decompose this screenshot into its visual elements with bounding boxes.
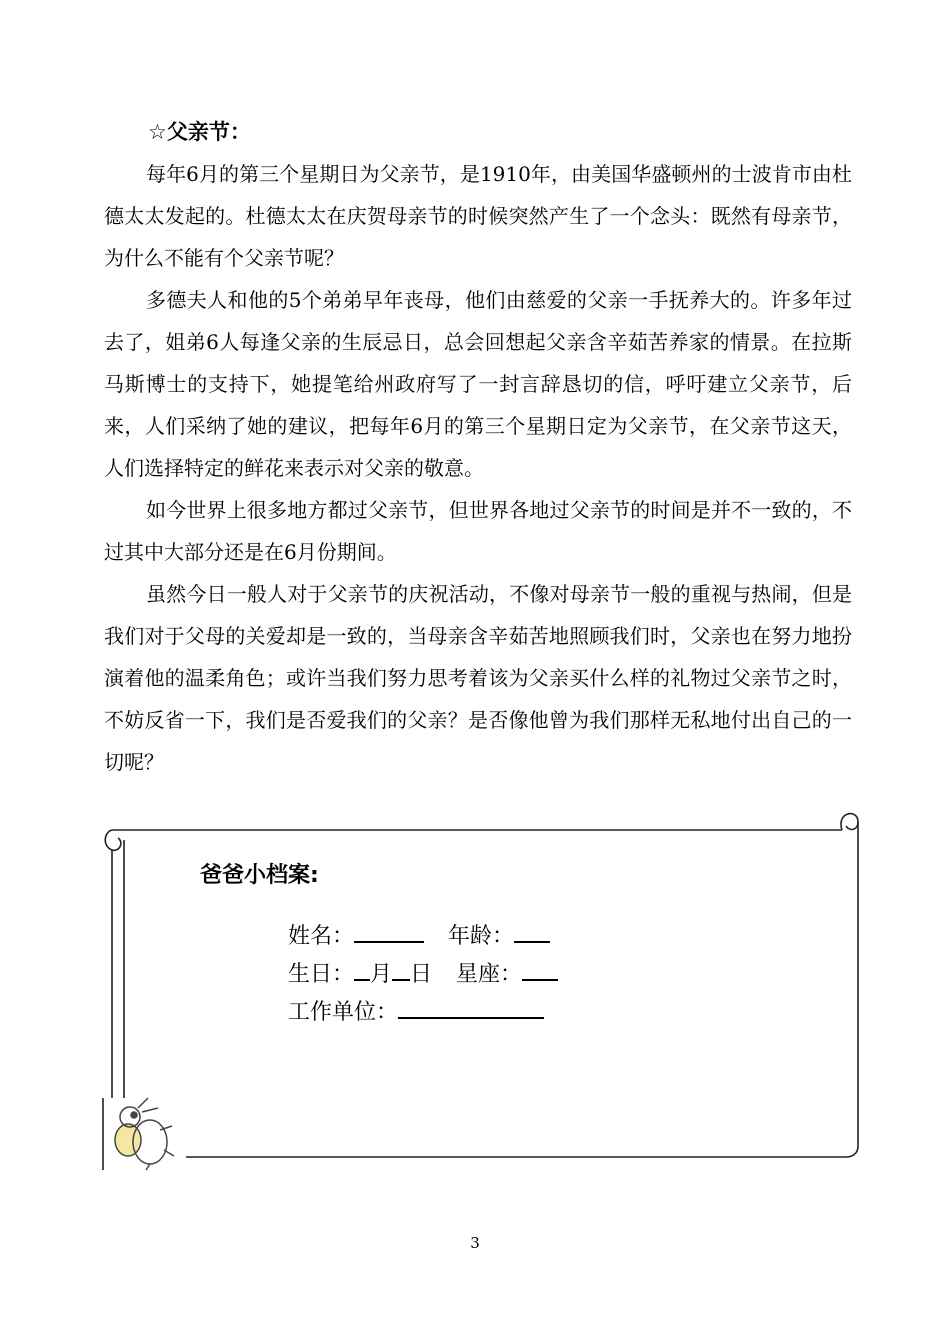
age-field[interactable] [514, 919, 550, 943]
birthday-label: 生日： [288, 962, 355, 987]
work-row [288, 994, 558, 1032]
zodiac-field[interactable] [522, 957, 558, 981]
profile-fields [288, 918, 558, 1032]
zodiac-label: 星座： [456, 962, 523, 987]
profile-title: 爸爸小档案: [200, 863, 319, 888]
paragraph: 每年6月的第三个星期日为父亲节，是1910年，由美国华盛顿州的士波肯市由杜德太太发起的。杜德太太在庆贺母亲节的时候突然产生了一个念头：既然有母亲节，为什么不能有个父亲节呢？ [104, 162, 852, 270]
day-label: 日 [410, 962, 433, 987]
birth-month-field[interactable] [354, 957, 370, 981]
work-label: 工作单位： [288, 1000, 399, 1025]
name-label: 姓名： [288, 924, 355, 949]
name-age-row [288, 918, 558, 956]
page-number: 3 [470, 1234, 480, 1252]
name-field[interactable] [354, 919, 424, 943]
month-label: 月 [370, 962, 393, 987]
age-label: 年龄： [448, 924, 515, 949]
paragraph: 虽然今日一般人对于父亲节的庆祝活动，不像对母亲节一般的重视与热闹，但是我们对于父母的关爱却是一致的，当母亲含辛茹苦地照顾我们时，父亲也在努力地扮演着他的温柔角色；或许当我们努力思考着该为父亲买什么样的礼物过父亲节之时，不妨反省一下，我们是否爱我们的父亲？是否像他曾为我们那样无私地付出自己的一切呢？ [104, 582, 852, 774]
paragraph: 如今世界上很多地方都过父亲节，但世界各地过父亲节的时间是并不一致的，不过其中大部分还是在6月份期间。 [104, 498, 852, 564]
bug-doodle-icon [115, 1098, 174, 1170]
birth-day-field[interactable] [392, 957, 410, 981]
birthday-zodiac-row [288, 956, 558, 994]
section-heading: ☆父亲节： [148, 120, 251, 144]
paragraph: 多德夫人和他的5个弟弟早年丧母，他们由慈爱的父亲一手抚养大的。许多年过去了，姐弟6人每逢父亲的生辰忌日，总会回想起父亲含辛茹苦养家的情景。在拉斯马斯博士的支持下，她提笔给州政府写了一封言辞恳切的信，呼吁建立父亲节，后来，人们采纳了她的建议，把每年6月的第三个星期日定为父亲节，在父亲节这天，人们选择特定的鲜花来表示对父亲的敬意。 [104, 288, 852, 480]
work-field[interactable] [398, 995, 544, 1019]
